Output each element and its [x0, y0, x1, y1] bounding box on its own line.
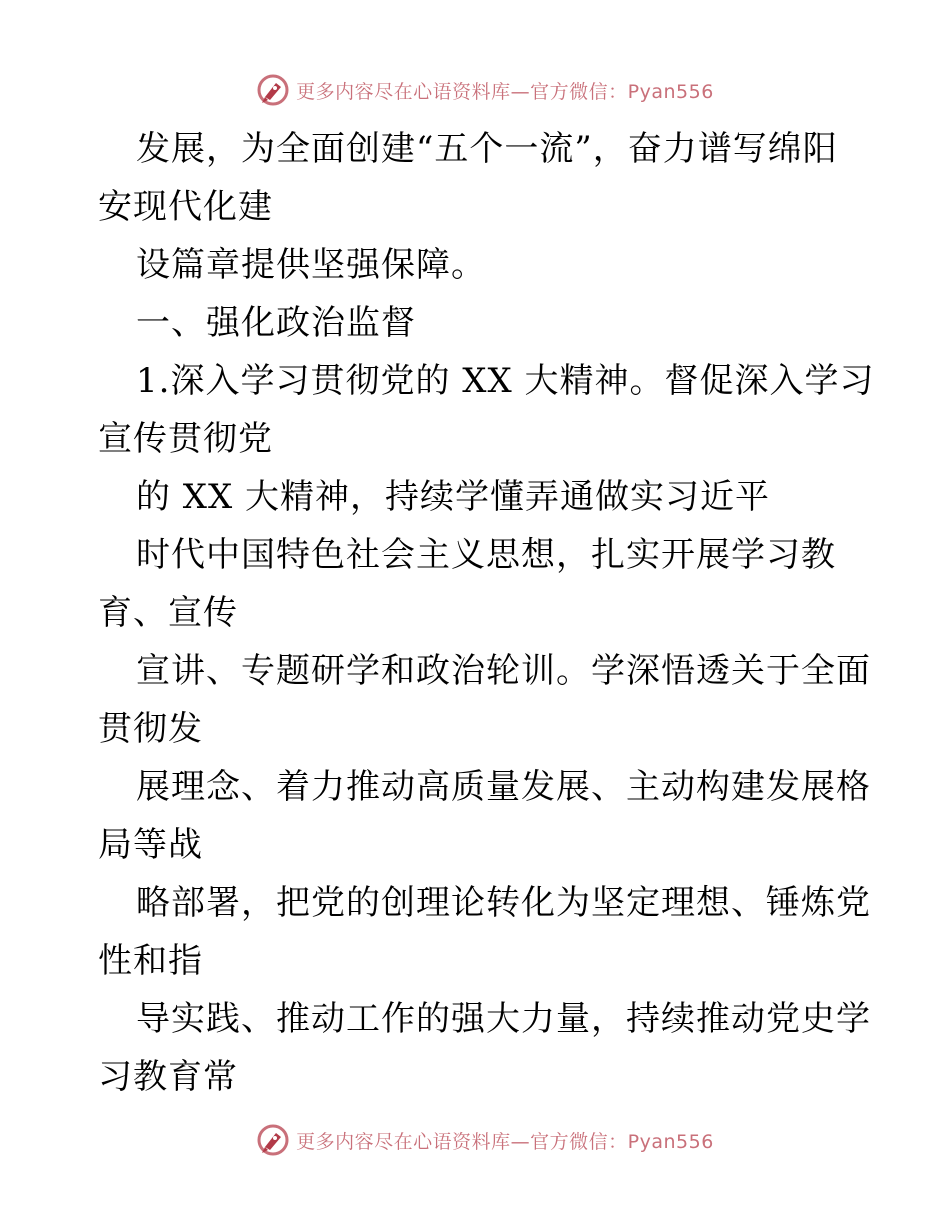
header-watermark	[0, 70, 950, 110]
pen-nib-logo-icon	[256, 73, 290, 107]
watermark-text: 更多内容尽在心语资料库—官方微信：Pyan556	[296, 80, 714, 103]
text-line: 导实践、推动工作的强大力量，持续推动党史学	[136, 999, 871, 1039]
text-line: 贯彻发	[98, 709, 203, 749]
text-line: 局等战	[98, 825, 203, 865]
text-line: 发展，为全面创建“五个一流”，奋力谱写绵阳	[136, 129, 838, 169]
document-body	[98, 120, 875, 1106]
text-line: 时代中国特色社会主义思想，扎实开展学习教	[136, 535, 836, 575]
watermark-group	[256, 73, 714, 107]
watermark-text: 更多内容尽在心语资料库—官方微信：Pyan556	[296, 1130, 714, 1153]
text-line: 展理念、着力推动高质量发展、主动构建发展格	[136, 767, 871, 807]
text-line: 育、宣传	[98, 593, 238, 633]
watermark-group	[256, 1123, 714, 1157]
text-line: 的 XX 大精神，持续学懂弄通做实习近平	[136, 477, 771, 517]
text-line: 安现代化建	[98, 187, 273, 227]
text-line: 1.深入学习贯彻党的 XX 大精神。督促深入学习	[136, 361, 875, 401]
text-line: 性和指	[98, 941, 203, 981]
text-line: 宣传贯彻党	[98, 419, 273, 459]
text-line: 设篇章提供坚强保障。	[136, 245, 486, 285]
pen-nib-logo-icon	[256, 1123, 290, 1157]
text-line: 习教育常	[98, 1057, 238, 1097]
text-line: 略部署，把党的创理论转化为坚定理想、锤炼党	[136, 883, 871, 923]
text-line: 宣讲、专题研学和政治轮训。学深悟透关于全面	[136, 651, 871, 691]
footer-watermark	[0, 1120, 950, 1160]
text-line: 一、强化政治监督	[136, 303, 416, 343]
